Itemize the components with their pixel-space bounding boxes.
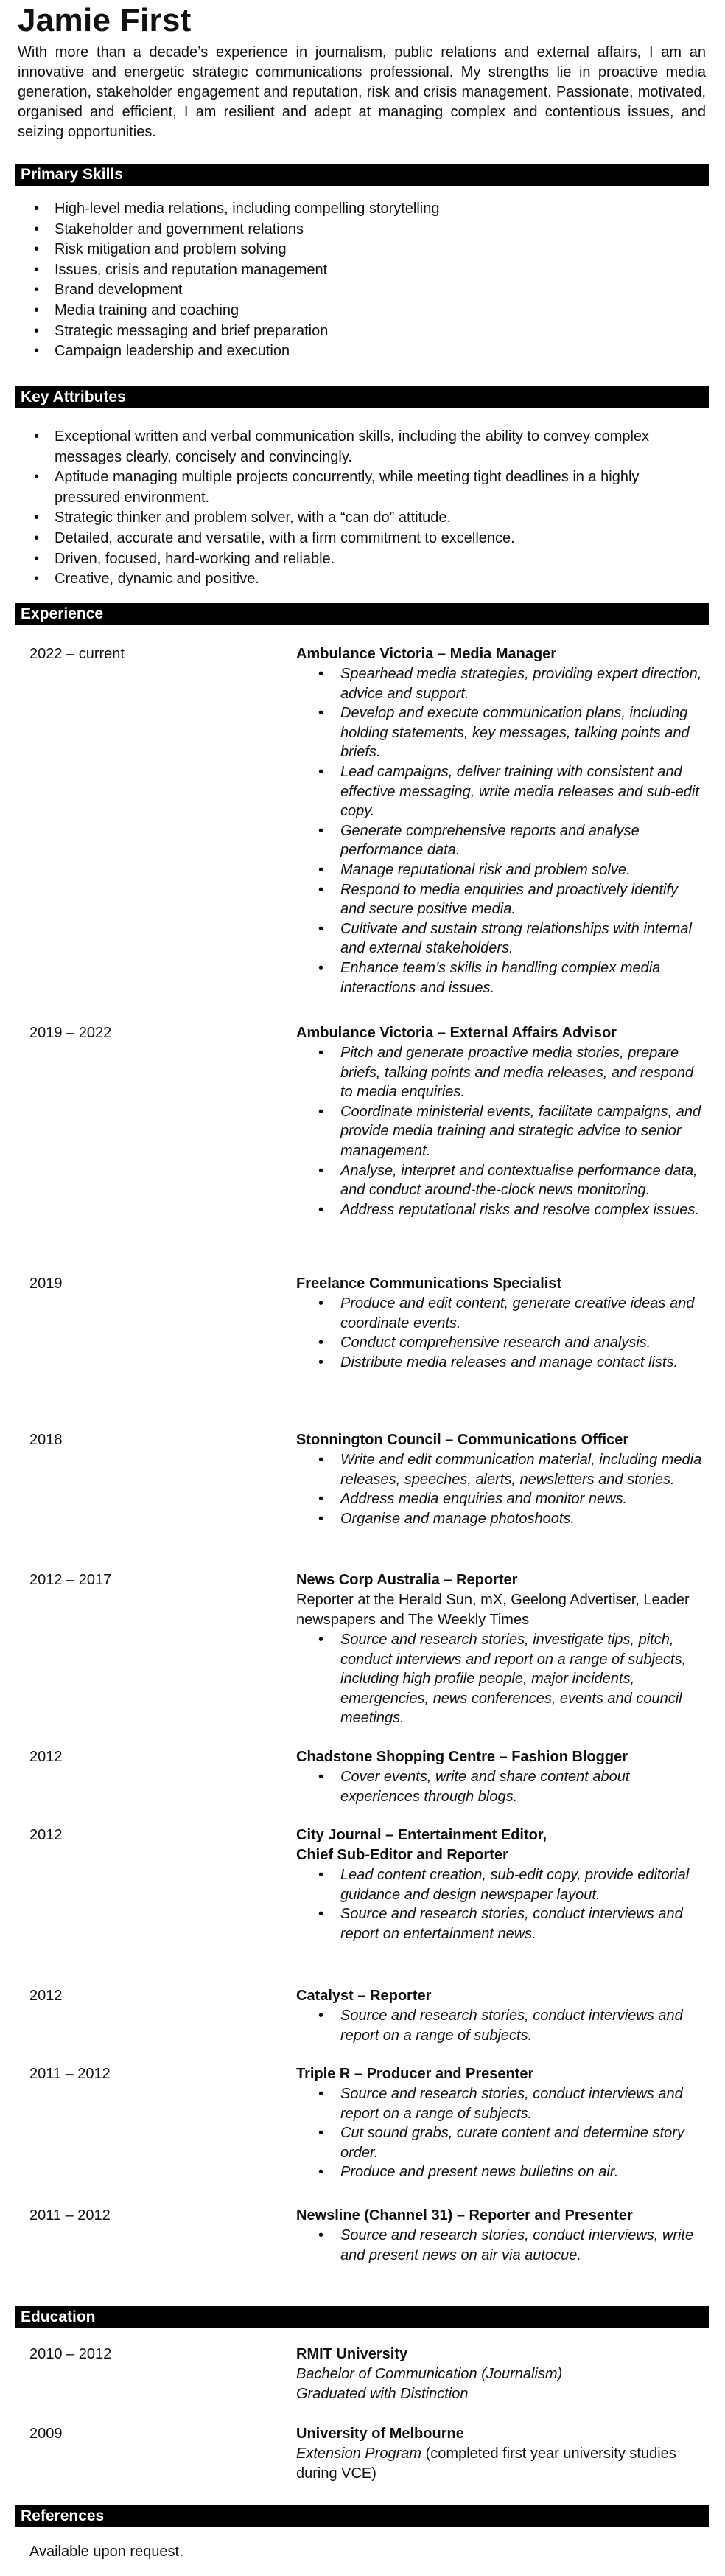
list-item: • Cut sound grabs, curate content and determine story order. xyxy=(318,2123,706,2162)
job-date: 2019 xyxy=(29,1275,63,1292)
institution: University of Melbourne xyxy=(296,2426,464,2442)
job-duties xyxy=(318,2226,706,2265)
qualification-note: (completed first year university studies during VCE) xyxy=(296,2446,676,2482)
list-item: • Issues, crisis and reputation management xyxy=(18,260,703,281)
education-date: 2010 – 2012 xyxy=(29,2346,112,2362)
job-role: Chadstone Shopping Centre – Fashion Blogger xyxy=(296,1749,628,1765)
job-duties xyxy=(318,664,706,998)
job-date: 2012 xyxy=(29,1827,63,1843)
job-role: Catalyst – Reporter xyxy=(296,1988,432,2004)
list-item: • Spearhead media strategies, providing expert direction, advice and support. xyxy=(318,664,706,703)
list-item: • Source and research stories, investigate tips, pitch, conduct interviews and report on a range of subjects, including high profile people, major incidents, emergencies, news conferences, events and council meetings. xyxy=(318,1630,706,1728)
job-date: 2012 xyxy=(29,1749,63,1765)
job-duties xyxy=(318,1630,706,1728)
list-item: • Generate comprehensive reports and analyse performance data. xyxy=(318,821,706,860)
experience-heading: Experience xyxy=(15,603,709,625)
list-item: • Brand development xyxy=(18,280,703,301)
job-role: Triple R – Producer and Presenter xyxy=(296,2066,534,2082)
job-date: 2018 xyxy=(29,1432,63,1448)
list-item: • Source and research stories, conduct interviews and report on a range of subjects. xyxy=(318,2084,706,2123)
job-duties xyxy=(318,1767,706,1806)
job-role: Newsline (Channel 31) – Reporter and Presenter xyxy=(296,2207,633,2224)
institution: RMIT University xyxy=(296,2346,408,2362)
qualification-name: Extension Program xyxy=(296,2446,422,2462)
list-item: • Conduct comprehensive research and analysis. xyxy=(318,1333,706,1353)
list-item: • Develop and execute communication plans, including holding statements, key messages, talking points and briefs. xyxy=(318,703,706,762)
list-item: • Source and research stories, conduct interviews and report on entertainment news. xyxy=(318,1904,706,1943)
job-date: 2011 – 2012 xyxy=(29,2207,111,2224)
job-date: 2012 – 2017 xyxy=(29,1572,112,1588)
list-item: • Cover events, write and share content about experiences through blogs. xyxy=(318,1767,706,1806)
job-role: Stonnington Council – Communications Officer xyxy=(296,1432,629,1448)
job-date: 2011 – 2012 xyxy=(29,2066,111,2082)
list-item: • Creative, dynamic and positive. xyxy=(18,569,703,590)
list-item: • Strategic thinker and problem solver, with a “can do” attitude. xyxy=(18,508,703,529)
list-item: • Strategic messaging and brief preparation xyxy=(18,321,703,342)
list-item: • Produce and present news bulletins on air. xyxy=(318,2162,706,2182)
list-item: • Organise and manage photoshoots. xyxy=(318,1509,706,1529)
list-item: • Source and research stories, conduct interviews, write and present news on air via autocue. xyxy=(318,2226,706,2265)
candidate-name: Jamie First xyxy=(18,2,192,38)
key-attributes-list xyxy=(18,427,703,590)
job-date: 2012 xyxy=(29,1988,63,2004)
list-item: • Lead campaigns, deliver training with consistent and effective messaging, write media releases and sub-edit copy. xyxy=(318,762,706,821)
list-item: • Manage reputational risk and problem solve. xyxy=(318,860,706,880)
list-item: • High-level media relations, including compelling storytelling xyxy=(18,199,703,220)
list-item: • Campaign leadership and execution xyxy=(18,341,703,362)
job-duties xyxy=(318,1294,706,1372)
list-item: • Coordinate ministerial events, facilitate campaigns, and provide media training and strategic advice to senior management. xyxy=(318,1102,706,1161)
job-subtitle: Reporter at the Herald Sun, mX, Geelong Advertiser, Leader newspapers and The Weekly Times xyxy=(296,1592,690,1628)
list-item: • Enhance team’s skills in handling complex media interactions and issues. xyxy=(318,958,706,998)
list-item: • Respond to media enquiries and proactively identify and secure positive media. xyxy=(318,880,706,919)
list-item: • Analyse, interpret and contextualise performance data, and conduct around-the-clock news monitoring. xyxy=(318,1161,706,1200)
list-item: • Write and edit communication material, including media releases, speeches, alerts, newsletters and stories. xyxy=(318,1450,706,1489)
intro-paragraph: With more than a decade’s experience in journalism, public relations and external affairs, I am an innovative and energetic strategic communications professional. My strengths lie in proactive media generation, stakeholder engagement and reputation, risk and crisis management. Passionate, motivated, organised and efficient, I am resilient and adept at managing complex and contentious issues, and seizing opportunities. xyxy=(18,44,706,140)
list-item: • Distribute media releases and manage contact lists. xyxy=(318,1353,706,1373)
list-item: • Source and research stories, conduct interviews and report on a range of subjects. xyxy=(318,2006,706,2045)
list-item: • Media training and coaching xyxy=(18,301,703,321)
primary-skills-heading: Primary Skills xyxy=(15,164,709,186)
list-item: • Address media enquiries and monitor news. xyxy=(318,1489,706,1509)
job-duties xyxy=(318,1043,706,1219)
list-item: • Detailed, accurate and versatile, with a firm commitment to excellence. xyxy=(18,529,703,549)
job-role: Ambulance Victoria – Media Manager xyxy=(296,646,557,662)
references-text: Available upon request. xyxy=(29,2544,183,2560)
job-duties xyxy=(318,2006,706,2045)
education-heading: Education xyxy=(15,2306,709,2328)
list-item: • Lead content creation, sub-edit copy, provide editorial guidance and design newspaper layout. xyxy=(318,1865,706,1904)
job-role-line2: Chief Sub-Editor and Reporter xyxy=(296,1847,508,1863)
job-role: News Corp Australia – Reporter xyxy=(296,1572,518,1588)
education-date: 2009 xyxy=(29,2426,63,2442)
job-role: City Journal – Entertainment Editor, xyxy=(296,1827,547,1843)
list-item: • Stakeholder and government relations xyxy=(18,220,703,240)
list-item: • Produce and edit content, generate creative ideas and coordinate events. xyxy=(318,1294,706,1333)
list-item: • Cultivate and sustain strong relationships with internal and external stakeholders. xyxy=(318,919,706,958)
list-item: • Pitch and generate proactive media stories, prepare briefs, talking points and media releases, and respond to media enquiries. xyxy=(318,1043,706,1102)
list-item: • Address reputational risks and resolve complex issues. xyxy=(318,1200,706,1220)
qualification-note: Graduated with Distinction xyxy=(296,2386,469,2402)
job-role: Ambulance Victoria – External Affairs Advisor xyxy=(296,1025,617,1041)
list-item: • Risk mitigation and problem solving xyxy=(18,240,703,260)
job-date: 2022 – current xyxy=(29,646,125,662)
list-item: • Driven, focused, hard-working and reliable. xyxy=(18,549,703,570)
key-attributes-heading: Key Attributes xyxy=(15,386,709,408)
qualification: Bachelor of Communication (Journalism) xyxy=(296,2366,563,2382)
references-heading: References xyxy=(15,2505,709,2527)
qualification xyxy=(296,2444,709,2484)
job-duties xyxy=(318,1450,706,1528)
list-item: • Exceptional written and verbal communication skills, including the ability to convey complex messages clearly, concisely and convincingly. xyxy=(18,427,703,467)
job-date: 2019 – 2022 xyxy=(29,1025,112,1041)
job-duties xyxy=(318,1865,706,1943)
primary-skills-list xyxy=(18,199,703,362)
job-duties xyxy=(318,2084,706,2182)
job-role: Freelance Communications Specialist xyxy=(296,1275,562,1292)
list-item: • Aptitude managing multiple projects concurrently, while meeting tight deadlines in a highly pressured environment. xyxy=(18,467,703,508)
